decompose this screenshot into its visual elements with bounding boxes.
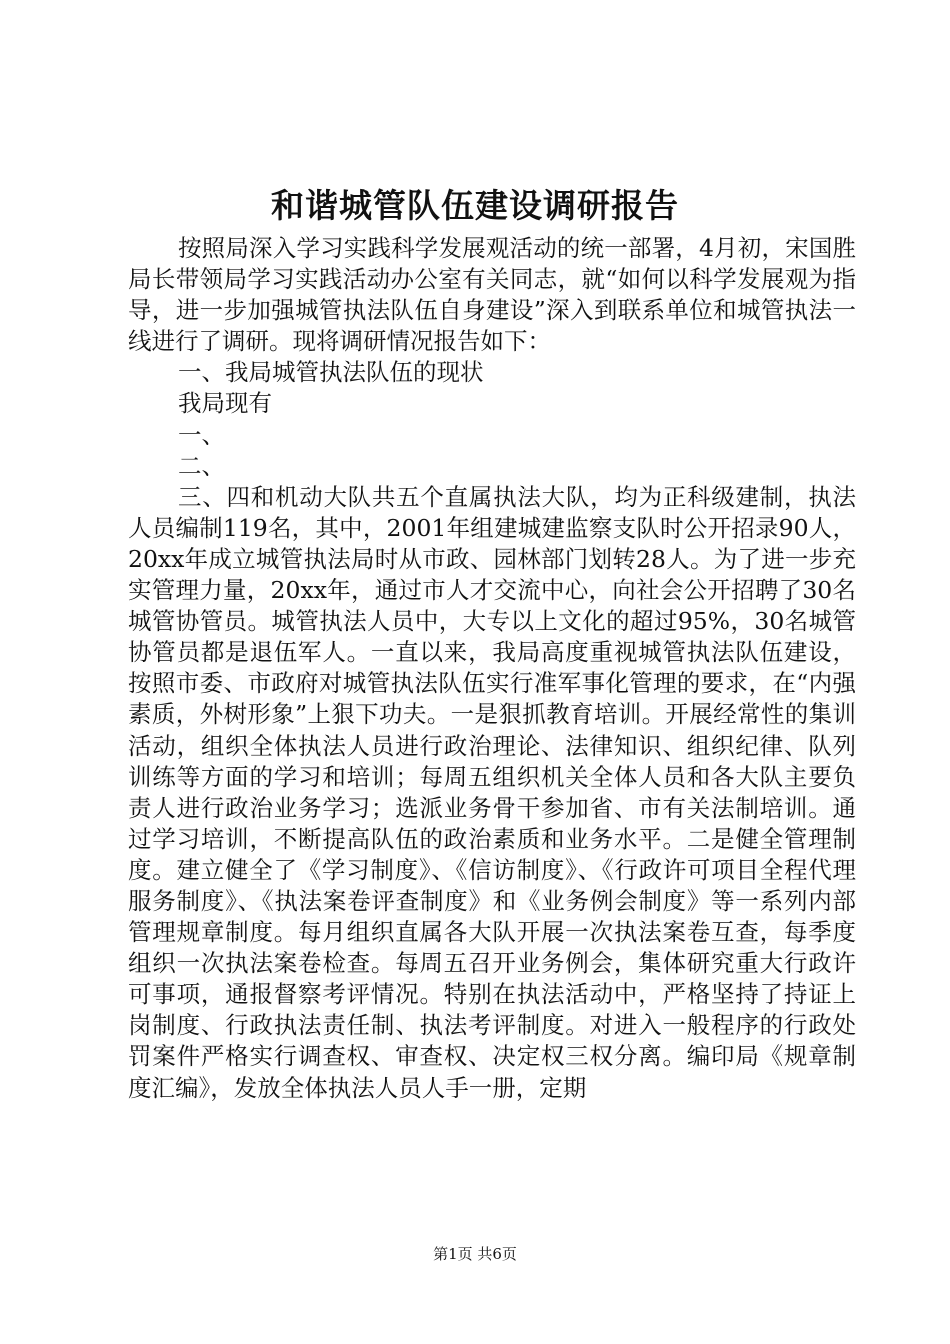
document-title: 和谐城管队伍建设调研报告	[271, 186, 679, 225]
intro-paragraph: 按照局深入学习实践科学发展观活动的统一部署，4月初，宋国胜局长带领局学习实践活动办公室有关同志，就“如何以科学发展观为指导，进一步加强城管执法队伍自身建设”深入到联系单位和城管执法一线进行了调研。现将调研情况报告如下：	[128, 234, 856, 356]
body-paragraph: 一、	[178, 420, 225, 449]
body-paragraph: 二、	[178, 451, 225, 480]
body-paragraph: 三、四和机动大队共五个直属执法大队，均为正科级建制，执法人员编制119名，其中，2001年组建城建监察支队时公开招录90人，20xx年成立城管执法局时从市政、园林部门划转28人。为了进一步充实管理力量，20xx年，通过市人才交流中心，向社会公开招聘了30名城管协管员。城管执法人员中，大专以上文化的超过95%，30名城管协管员都是退伍军人。一直以来，我局高度重视城管执法队伍建设，按照市委、市政府对城管执法队伍实行准军事化管理的要求，在“内强素质，外树形象”上狠下功夫。一是狠抓教育培训。开展经常性的集训活动，组织全体执法人员进行政治理论、法律知识、组织纪律、队列训练等方面的学习和培训；每周五组织机关全体人员和各大队主要负责人进行政治业务学习；选派业务骨干参加省、市有关法制培训。通过学习培训，不断提高队伍的政治素质和业务水平。二是健全管理制度。建立健全了《学习制度》、《信访制度》、《行政许可项目全程代理服务制度》、《执法案卷评查制度》和《业务例会制度》等一系列内部管理规章制度。每月组织直属各大队开展一次执法案卷互查，每季度组织一次执法案卷检查。每周五召开业务例会，集体研究重大行政许可事项，通报督察考评情况。特别在执法活动中，严格坚持了持证上岗制度、行政执法责任制、执法考评制度。对进入一般程序的行政处罚案件严格实行调查权、审查权、决定权三权分离。编印局《规章制度汇编》，发放全体执法人员人手一册，定期	[128, 482, 856, 1102]
page-number-footer: 第1页 共6页	[433, 1245, 517, 1263]
body-paragraph: 我局现有	[178, 389, 272, 418]
section-heading: 一、我局城管执法队伍的现状	[178, 358, 484, 387]
document-body	[128, 233, 856, 1104]
